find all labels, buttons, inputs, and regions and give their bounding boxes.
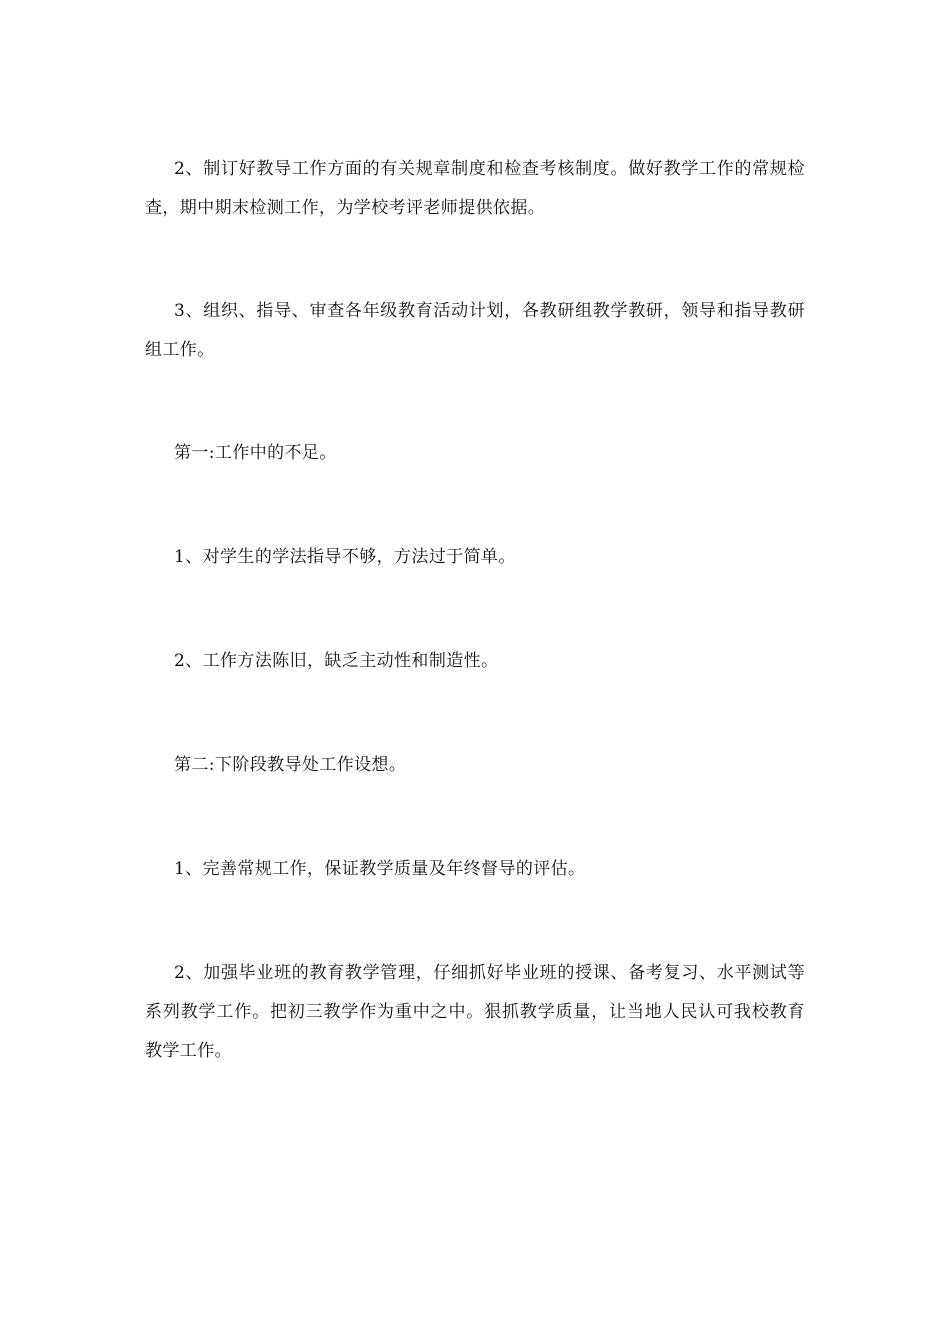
paragraph-graduating-class: 2、加强毕业班的教育教学管理，仔细抓好毕业班的授课、备考复习、水平测试等系列教学工作。把初三教学作为重中之中。狠抓教学质量，让当地人民认可我校教育教学工作。	[145, 963, 805, 1061]
paragraph-routine-work: 1、完善常规工作，保证教学质量及年终督导的评估。	[174, 859, 586, 879]
paragraph-activity-plans: 3、组织、指导、审查各年级教育活动计划，各教研组教学教研，领导和指导教研组工作。	[145, 301, 805, 360]
heading-next-stage-plan: 第二:下阶段教导处工作设想。	[174, 755, 407, 775]
heading-shortcomings: 第一:工作中的不足。	[174, 443, 337, 463]
paragraph-rules-and-inspection: 2、制订好教导工作方面的有关规章制度和检查考核制度。做好教学工作的常规检查，期中期末检测工作，为学校考评老师提供依据。	[145, 159, 805, 218]
paragraph-study-guidance: 1、对学生的学法指导不够，方法过于简单。	[174, 547, 516, 567]
paragraph-work-methods: 2、工作方法陈旧，缺乏主动性和制造性。	[174, 651, 499, 671]
